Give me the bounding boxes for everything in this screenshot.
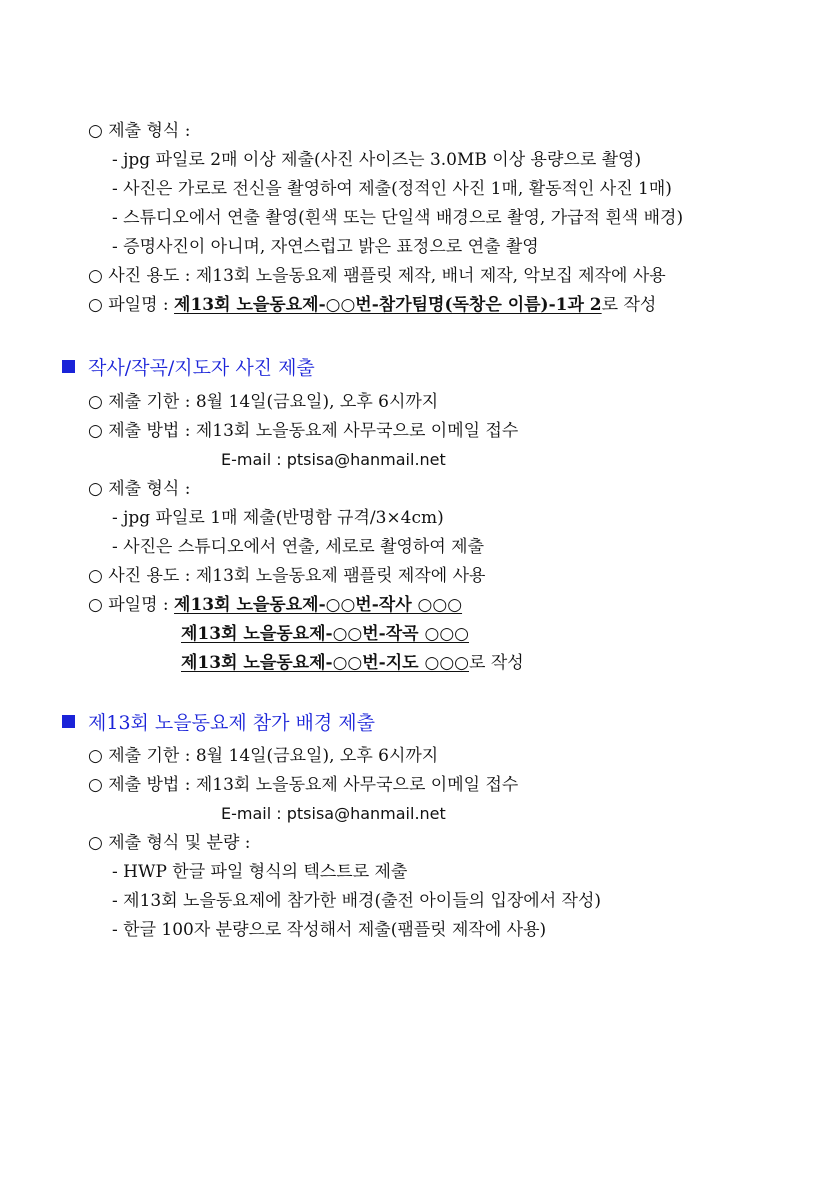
method-line: ○ 제출 방법 : 제13회 노을동요제 사무국으로 이메일 접수 <box>88 775 519 795</box>
method-line: ○ 제출 방법 : 제13회 노을동요제 사무국으로 이메일 접수 <box>88 421 519 441</box>
filename-line <box>88 294 656 318</box>
format-item: - jpg 파일로 2매 이상 제출(사진 사이즈는 3.0MB 이상 용량으로 촬영) <box>112 150 642 170</box>
filename-value: 제13회 노을동요제-○○번-작사 ○○○ <box>174 595 463 615</box>
format-item: - 한글 100자 분량으로 작성해서 제출(팸플릿 제작에 사용) <box>112 920 547 940</box>
section-heading <box>62 711 375 737</box>
format-item: - 스튜디오에서 연출 촬영(흰색 또는 단일색 배경으로 촬영, 가급적 흰색 배경) <box>112 208 684 228</box>
format-item: - 증명사진이 아니며, 자연스럽고 밝은 표정으로 연출 촬영 <box>112 237 539 257</box>
filename-value: 제13회 노을동요제-○○번-작곡 ○○○ <box>181 624 469 644</box>
format-heading: ○ 제출 형식 : <box>88 479 191 499</box>
format-item: - jpg 파일로 1매 제출(반명함 규격/3×4cm) <box>112 508 444 528</box>
filename-value: 제13회 노을동요제-○○번-참가팀명(독창은 이름)-1과 2 <box>174 295 602 315</box>
format-item: - 사진은 가로로 전신을 촬영하여 제출(정적인 사진 1매, 활동적인 사진 1매) <box>112 179 672 199</box>
filename-suffix: 로 작성 <box>469 653 524 673</box>
format-heading: ○ 제출 형식 및 분량 : <box>88 833 251 853</box>
filename-line <box>88 594 462 618</box>
format-item: - HWP 한글 파일 형식의 텍스트로 제출 <box>112 862 408 882</box>
square-bullet-icon <box>62 360 75 373</box>
filename-suffix: 로 작성 <box>601 295 657 315</box>
section-heading <box>62 356 315 382</box>
filename-prefix: ○ 파일명 : <box>88 295 175 315</box>
format-heading: ○ 제출 형식 : <box>88 121 191 141</box>
filename-value: 제13회 노을동요제-○○번-지도 ○○○ <box>181 653 469 673</box>
usage-line: ○ 사진 용도 : 제13회 노을동요제 팸플릿 제작에 사용 <box>88 566 486 586</box>
deadline-line: ○ 제출 기한 : 8월 14일(금요일), 오후 6시까지 <box>88 746 439 766</box>
deadline-line: ○ 제출 기한 : 8월 14일(금요일), 오후 6시까지 <box>88 392 439 412</box>
filename-line <box>181 652 524 676</box>
section-title: 제13회 노을동요제 참가 배경 제출 <box>88 712 375 734</box>
filename-prefix: ○ 파일명 : <box>88 595 175 615</box>
email-line: E-mail : ptsisa@hanmail.net <box>221 804 446 823</box>
format-item: - 사진은 스튜디오에서 연출, 세로로 촬영하여 제출 <box>112 537 485 557</box>
filename-line <box>181 623 469 647</box>
section-title: 작사/작곡/지도자 사진 제출 <box>88 357 315 379</box>
square-bullet-icon <box>62 715 75 728</box>
email-line: E-mail : ptsisa@hanmail.net <box>221 450 446 469</box>
usage-line: ○ 사진 용도 : 제13회 노을동요제 팸플릿 제작, 배너 제작, 악보집 제작에 사용 <box>88 266 666 286</box>
format-item: - 제13회 노을동요제에 참가한 배경(출전 아이들의 입장에서 작성) <box>112 891 602 911</box>
